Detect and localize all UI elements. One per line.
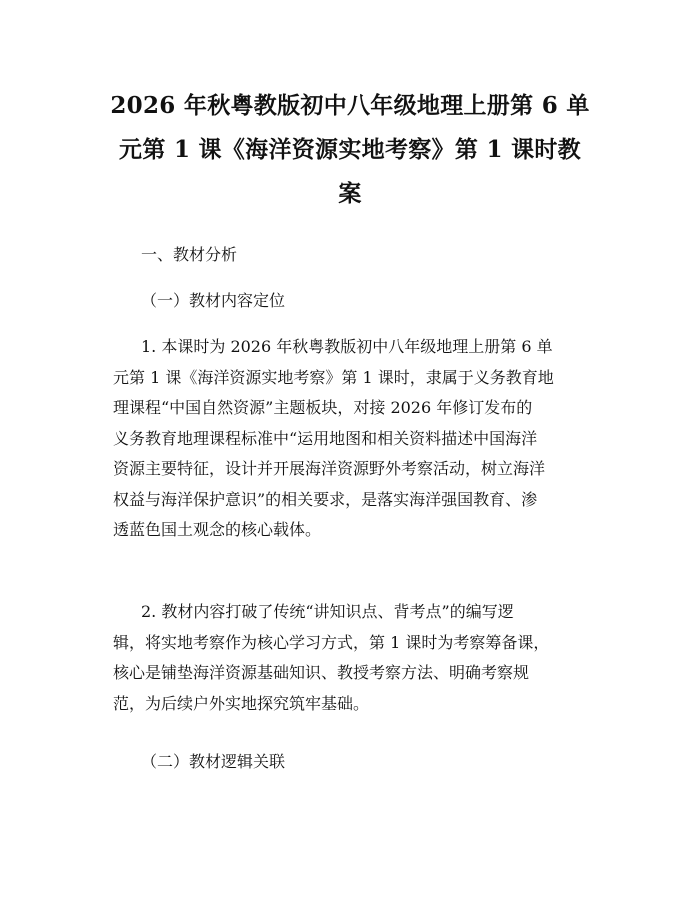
paragraph-line: 范，为后续户外实地探究筑牢基础。 bbox=[113, 693, 370, 713]
paragraph-line: 资源主要特征，设计并开展海洋资源野外考察活动，树立海洋 bbox=[113, 459, 546, 478]
paragraph-line: 透蓝色国土观念的核心载体。 bbox=[113, 520, 322, 539]
title-line: 2026 年秋粤教版初中八年级地理上册第 6 单 bbox=[110, 92, 590, 119]
section-heading-textbook-analysis: 一、教材分析 bbox=[141, 245, 238, 264]
paragraph-line: 1. 本课时为 2026 年秋粤教版初中八年级地理上册第 6 单 bbox=[141, 337, 553, 356]
paragraph-line: 权益与海洋保护意识”的相关要求，是落实海洋强国教育、渗 bbox=[113, 489, 538, 509]
paragraph-line: 辑，将实地考察作为核心学习方式，第 1 课时为考察筹备课， bbox=[113, 632, 550, 652]
paragraph-1 bbox=[113, 332, 603, 546]
document-title bbox=[100, 84, 600, 216]
paragraph-line: 义务教育地理课程标准中“运用地图和相关资料描述中国海洋 bbox=[113, 428, 538, 448]
paragraph-line: 理课程“中国自然资源”主题板块，对接 2026 年修订发布的 bbox=[113, 398, 533, 417]
title-line: 元第 1 课《海洋资源实地考察》第 1 课时教 bbox=[119, 136, 581, 163]
paragraph-line: 元第 1 课《海洋资源实地考察》第 1 课时，隶属于义务教育地 bbox=[113, 367, 554, 387]
title-line: 案 bbox=[338, 180, 362, 207]
paragraph-line: 核心是铺垫海洋资源基础知识、教授考察方法、明确考察规 bbox=[113, 663, 530, 682]
subsection-heading-content-positioning: （一）教材内容定位 bbox=[141, 291, 286, 310]
subsection-heading-logical-connection: （二）教材逻辑关联 bbox=[141, 752, 286, 771]
paragraph-2 bbox=[113, 597, 603, 719]
paragraph-line: 2. 教材内容打破了传统“讲知识点、背考点”的编写逻 bbox=[141, 602, 514, 621]
